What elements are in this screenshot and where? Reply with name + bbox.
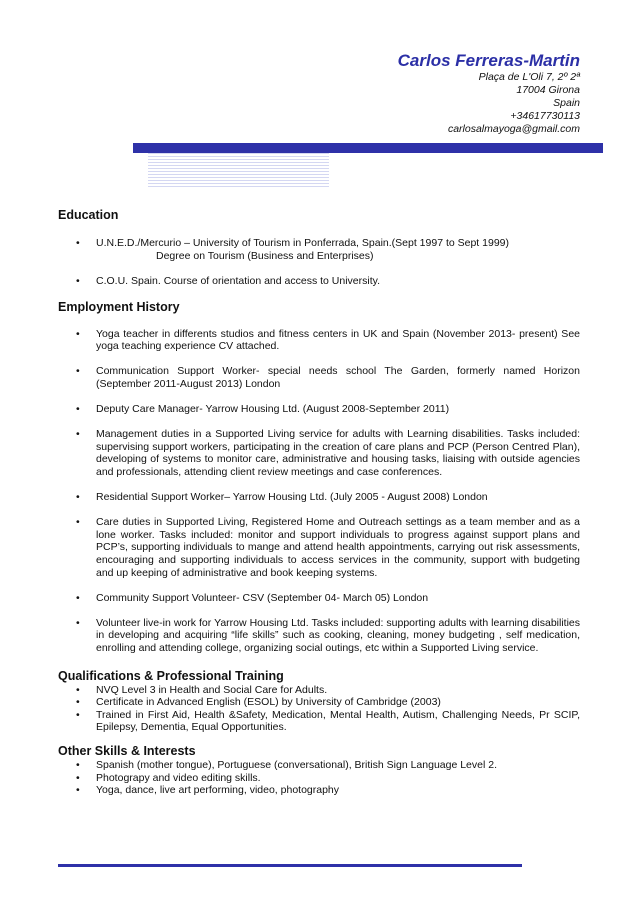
education-heading: Education [58, 208, 119, 222]
list-item [58, 237, 580, 262]
qualifications-list [58, 684, 580, 734]
list-item: • Care duties in Supported Living, Registered Home and Outreach settings as a team member and as a lone worker. Tasks included: monitor and support individuals to progress against support plans and PCP’s, supporting individuals to mange and attend health appointments, carrying out risk assessments, encouraging and supporting individuals to access services in the community, support with budgeting and up keeping of administrative and book keeping systems. [58, 516, 580, 579]
phone-number: +34617730113 [510, 110, 580, 122]
education-list [58, 237, 580, 287]
skills-list [58, 759, 580, 797]
education-item-text: C.O.U. Spain. Course of orientation and access to University. [96, 274, 381, 287]
candidate-name: Carlos Ferreras-Martin [397, 51, 580, 70]
header-divider-bar [133, 143, 603, 153]
education-item-text: U.N.E.D./Mercurio – University of Tourism in Ponferrada, Spain.(Sept 1997 to Sept 1999) [96, 237, 510, 249]
employment-heading: Employment History [58, 299, 180, 314]
address-line-2: 17004 Girona [516, 84, 580, 96]
email-address[interactable]: carlosalmayoga@gmail.com [447, 123, 580, 135]
decorative-stripes [148, 153, 329, 189]
contact-header [398, 51, 580, 136]
list-item: • Yoga teacher in differents studios and fitness centers in UK and Spain (November 2013- present) See yoga teaching experience CV attached. [58, 328, 580, 353]
list-item: • Management duties in a Supported Living service for adults with Learning disabilities. Tasks included: supervising support workers, participating in the creation of care plans and PCP (Person Centred Plan), developing of systems to monitor care, administrative and housing tasks, liaising with outside agencies and professionals, attending client review meetings and case conferences. [58, 428, 580, 478]
list-item: • Yoga, dance, live art performing, video, photography [58, 784, 580, 797]
list-item: • Certificate in Advanced English (ESOL) by University of Cambridge (2003) [58, 696, 580, 709]
list-item: • Deputy Care Manager- Yarrow Housing Ltd. (August 2008-September 2011) [58, 403, 580, 416]
list-item: • Communication Support Worker- special needs school The Garden, formerly named Horizon (September 2011-August 2013) London [58, 365, 580, 390]
resume-body [58, 208, 580, 797]
list-item: • Trained in First Aid, Health &Safety, Medication, Mental Health, Autism, Challenging Needs, Pr SCIP, Epilepsy, Dementia, Equal Opportunities. [58, 709, 580, 734]
list-item [58, 275, 580, 288]
list-item: • Spanish (mother tongue), Portuguese (conversational), British Sign Language Level 2. [58, 759, 580, 772]
list-item: • Volunteer live-in work for Yarrow Housing Ltd. Tasks included: supporting adults with learning disabilities in developing and acquiring “life skills” such as cooking, cleaning, money budgeting , self medication, enrolling and attending college, organizing social outings, etc within a Supported Living service. [58, 617, 580, 655]
qualifications-heading: Qualifications & Professional Training [58, 668, 284, 683]
address-country: Spain [553, 97, 580, 109]
footer-divider-bar [58, 864, 522, 867]
skills-heading: Other Skills & Interests [58, 743, 196, 758]
education-item-sub: Degree on Tourism (Business and Enterprises) [156, 249, 374, 262]
list-item: • Photograpy and video editing skills. [58, 772, 580, 785]
employment-list [58, 328, 580, 655]
address-line-1: Plaça de L'Oli 7, 2º 2ª [478, 71, 580, 83]
list-item: • NVQ Level 3 in Health and Social Care for Adults. [58, 684, 580, 697]
list-item: • Community Support Volunteer- CSV (September 04- March 05) London [58, 592, 580, 605]
list-item: • Residential Support Worker– Yarrow Housing Ltd. (July 2005 - August 2008) London [58, 491, 580, 504]
